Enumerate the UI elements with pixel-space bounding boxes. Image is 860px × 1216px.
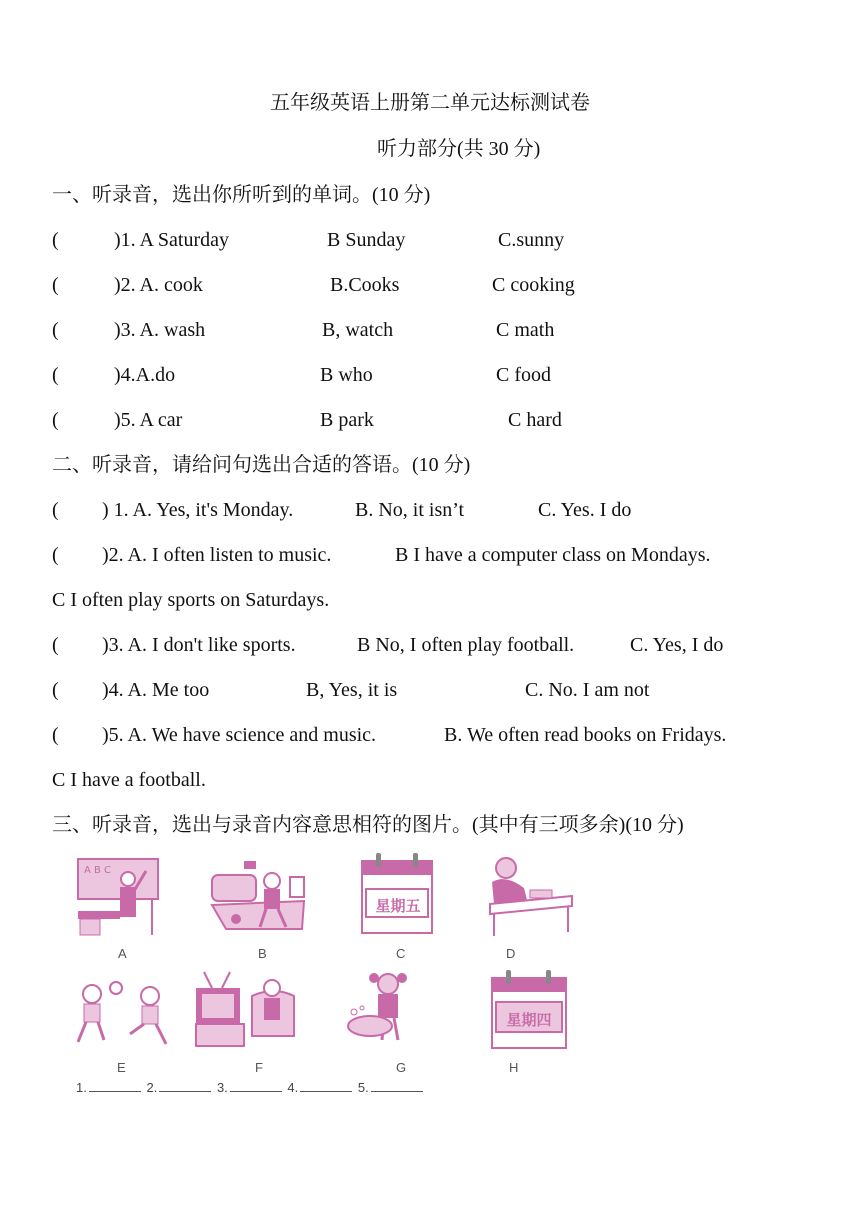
option-b: B who [320, 364, 373, 386]
watching-tv-icon [194, 966, 298, 1050]
option-b: B. No, it isn’t [355, 499, 465, 521]
option-a: )3. A. wash [114, 319, 206, 341]
section3-heading: 三、听录音，选出与录音内容意思相符的图片。(其中有三项多余)(10 分) [52, 814, 684, 836]
option-a: )5. A. We have science and music. [102, 724, 377, 746]
page-title: 五年级英语上册第二单元达标测试卷 [270, 92, 590, 114]
answer-number: 2. [146, 1080, 158, 1095]
answer-number: 4. [287, 1080, 299, 1095]
picture-label: C [396, 946, 406, 961]
page-subtitle: 听力部分(共 30 分) [377, 138, 541, 160]
answer-blank[interactable] [159, 1081, 211, 1092]
option-c: C hard [508, 409, 562, 431]
option-c: C. No. I am not [525, 679, 650, 701]
answer-paren: ( [52, 364, 59, 386]
answer-paren: ( [52, 724, 59, 746]
option-a: )4.A.do [114, 364, 176, 386]
calendar-text: 星期五 [375, 897, 421, 915]
calendar-text: 星期四 [506, 1011, 552, 1029]
option-b: B No, I often play football. [357, 634, 575, 656]
option-a: )2. A. I often listen to music. [102, 544, 332, 566]
answer-blank[interactable] [230, 1081, 282, 1092]
picture-label: B [258, 946, 267, 961]
svg-text:A B C: A B C [84, 865, 112, 876]
picture-label: F [255, 1060, 263, 1075]
picture-label: D [506, 946, 516, 961]
option-b: B.Cooks [330, 274, 400, 296]
option-a: )5. A car [114, 409, 183, 431]
picture-e [70, 974, 176, 1054]
answer-blank[interactable] [89, 1081, 141, 1092]
picture-d [484, 852, 576, 938]
section2-option-c: C I have a football. [52, 769, 206, 791]
option-a: )1. A Saturday [114, 229, 229, 251]
answer-blank[interactable] [300, 1081, 352, 1092]
option-b: B, watch [322, 319, 394, 341]
option-b: B park [320, 409, 374, 431]
answer-paren: ( [52, 544, 59, 566]
answer-number: 1. [76, 1080, 87, 1095]
option-c: C.sunny [498, 229, 565, 251]
answer-paren: ( [52, 499, 59, 521]
picture-label: E [117, 1060, 126, 1075]
answer-paren: ( [52, 229, 59, 251]
option-a: )2. A. cook [114, 274, 203, 296]
option-c: C. Yes, I do [630, 634, 724, 656]
picture-c [356, 851, 438, 937]
teacher-board-icon [76, 857, 162, 937]
answer-blanks [76, 1080, 425, 1095]
answer-paren: ( [52, 409, 59, 431]
picture-g [342, 968, 426, 1048]
picture-label: H [509, 1060, 519, 1075]
picture-a [76, 857, 162, 937]
option-a: )4. A. Me too [102, 679, 210, 701]
picture-label: A [118, 946, 127, 961]
picture-h [488, 968, 570, 1050]
picture-f [194, 966, 298, 1050]
picture-b [206, 857, 310, 937]
answer-paren: ( [52, 319, 59, 341]
calendar-friday-icon [356, 851, 438, 937]
section2-heading: 二、听录音，请给问句选出合适的答语。(10 分) [52, 454, 471, 476]
section2-option-c: C I often play sports on Saturdays. [52, 589, 330, 611]
messy-room-icon [206, 857, 310, 937]
answer-number: 3. [216, 1080, 228, 1095]
answer-paren: ( [52, 634, 59, 656]
option-a: ) 1. A. Yes, it's Monday. [102, 499, 294, 521]
option-c: C cooking [492, 274, 575, 296]
girl-washing-icon [342, 968, 426, 1048]
student-desk-icon [484, 852, 576, 938]
answer-blank[interactable] [371, 1081, 423, 1092]
option-b: B Sunday [327, 229, 406, 251]
answer-paren: ( [52, 679, 59, 701]
option-b: B. We often read books on Fridays. [444, 724, 727, 746]
answer-number: 5. [357, 1080, 369, 1095]
option-c: C food [496, 364, 551, 386]
section1-heading: 一、听录音，选出你所听到的单词。(10 分) [52, 184, 431, 206]
option-c: C. Yes. I do [538, 499, 632, 521]
picture-label: G [396, 1060, 407, 1075]
option-b: B I have a computer class on Mondays. [395, 544, 711, 566]
option-b: B, Yes, it is [306, 679, 398, 701]
option-a: )3. A. I don't like sports. [102, 634, 296, 656]
answer-paren: ( [52, 274, 59, 296]
kids-football-icon [70, 974, 176, 1054]
option-c: C math [496, 319, 555, 341]
